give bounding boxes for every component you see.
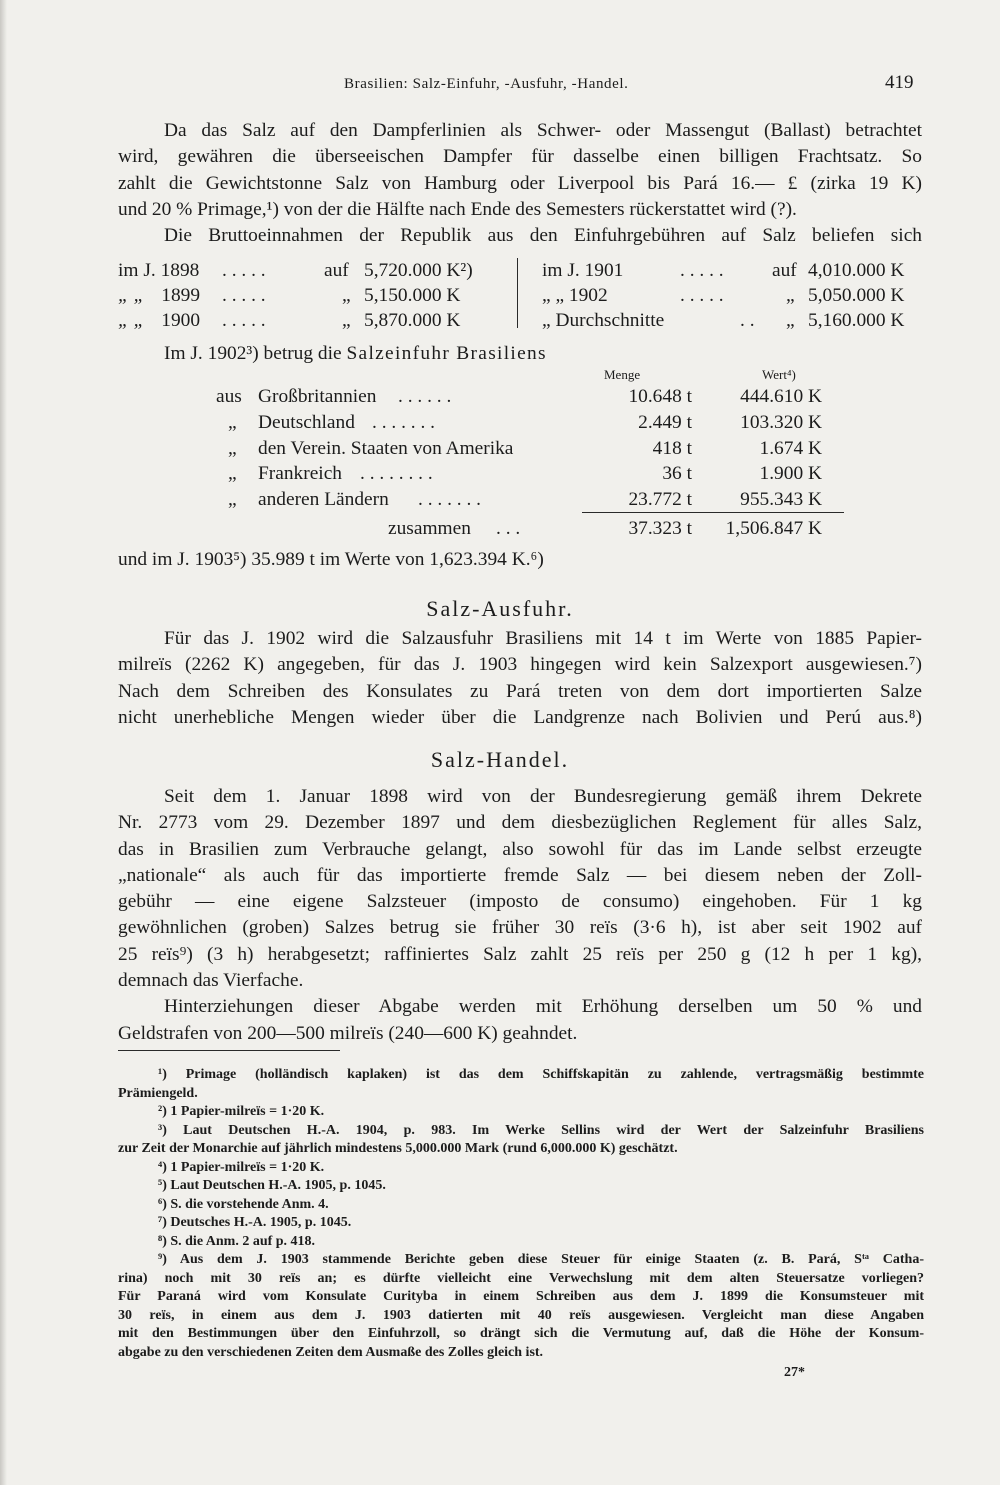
text-line: wird, gewähren die überseeischen Dampfer für dasselbe einen billigen Frachtsatz. So: [118, 146, 922, 168]
footnote: [118, 1233, 924, 1252]
import-leader: . . . . . .: [398, 386, 452, 407]
running-title: Brasilien: Salz-Einfuhr, -Ausfuhr, -Handel.: [344, 76, 629, 92]
text-line: Hinterziehungen dieser Abgabe werden mit Erhöhung derselben um 50 % und: [164, 996, 922, 1018]
revenue-amount: 5,150.000 K: [364, 285, 461, 306]
revenue-leader: . .: [740, 310, 755, 331]
total-value: 1,506.847 K: [725, 518, 822, 539]
total-label: zusammen: [388, 518, 471, 539]
text-line: „nationale“ als auch für das importierte fremde Salz — bei diesem neben der Zoll-: [118, 864, 922, 886]
revenue-year: 1899: [161, 285, 201, 306]
revenue-amount: 5,870.000 K: [364, 310, 461, 331]
import-value: 444.610 K: [740, 386, 822, 407]
revenue-leader: . . . . .: [680, 260, 724, 281]
footnote-line: zur Zeit der Monarchie auf jährlich mindestens 5,000.000 Mark (rund 6,000.000 K) geschätzt.: [118, 1141, 678, 1156]
trade-paragraph-1: [118, 784, 922, 1047]
total-qty: 37.323 t: [628, 518, 692, 539]
revenue-leader: . . . . .: [222, 310, 266, 331]
import-qty: 2.449 t: [638, 412, 692, 433]
text-line: das in Brasilien zum Verbrauche gelangt, also sowohl für das im Lande selbst erzeugte: [118, 838, 922, 860]
column-divider: [517, 258, 518, 328]
footnote-line: ²) 1 Papier-milreïs = 1·20 K.: [158, 1104, 325, 1119]
footnote-line: abgabe zu den verschiedenen Zeiten dem Ausmaße des Zolles gleich ist.: [118, 1344, 544, 1360]
text-line: Nach dem Schreiben des Konsulates zu Pará treten von dem dort importierten Salze: [118, 680, 922, 702]
revenue-year: 1898: [160, 260, 200, 281]
text-line: milreïs (2262 K) angegeben, für das J. 1903 hingegen wird kein Salzexport ausgewiesen.⁷): [118, 654, 922, 676]
import-country: Deutschland: [258, 412, 355, 433]
footnote-line: ⁹) Aus dem J. 1903 stammende Berichte geben diese Steuer für einige Staaten (z. B. Pará, Sᵗᵃ Catha-: [158, 1252, 924, 1267]
footnote-line: Für Paraná wird vom Konsulate Curityba in einem Schreiben aus dem J. 1899 die Konsumsteuer mit: [118, 1289, 924, 1304]
text-line: Da das Salz auf den Dampferlinien als Schwer- oder Massengut (Ballast) betrachtet: [164, 120, 922, 141]
import-qty: 23.772 t: [628, 489, 692, 510]
revenue-label: „ „ 1902: [542, 285, 608, 306]
revenue-word: „: [786, 285, 795, 306]
revenue-word: „: [342, 310, 351, 331]
signature-mark: 27*: [784, 1365, 805, 1380]
revenue-prefix: „ „: [118, 310, 145, 331]
revenue-leader: . . . . .: [222, 260, 266, 281]
footnote-line: ⁵) Laut Deutschen H.-A. 1905, p. 1045.: [158, 1178, 386, 1193]
revenue-leader: . . . . .: [222, 285, 266, 306]
footnote: [118, 1251, 924, 1362]
import-leader: . . . . . . .: [418, 489, 482, 510]
footnote-line: ⁴) 1 Papier-milreïs = 1·20 K.: [158, 1159, 325, 1175]
footnote-rule: [118, 1050, 340, 1051]
import-intro-a: Im J. 1902³) betrug die: [164, 343, 342, 364]
revenue-row: [118, 308, 200, 334]
import-country: den Verein. Staaten von Amerika: [258, 438, 514, 459]
import-leader: . . . . . . .: [372, 412, 436, 433]
footnote-line: ⁸) S. die Anm. 2 auf p. 418.: [158, 1233, 316, 1249]
import-intro: [164, 341, 547, 367]
revenue-word: auf: [324, 260, 349, 281]
revenue-amount: 5,050.000 K: [808, 285, 905, 306]
text-line: nicht unerhebliche Mengen wieder über die Landgrenze nach Bolivien und Perú aus.⁸): [118, 706, 922, 728]
import-value: 1.900 K: [759, 463, 822, 484]
sum-rule: [582, 512, 844, 513]
footnote: [118, 1066, 924, 1103]
import-qty: 10.648 t: [628, 386, 692, 407]
text-line: Nr. 2773 vom 29. Dezember 1897 und dem diesbezüglichen Reglement für alles Salz,: [118, 812, 922, 834]
intro-paragraph: [118, 118, 922, 249]
note-1903: und im J. 1903⁵) 35.989 t im Werte von 1,623.394 K.⁶): [118, 549, 544, 570]
column-header-menge: Menge: [604, 367, 641, 382]
page-number: 419: [885, 72, 914, 93]
footnote-line: ⁶) S. die vorstehende Anm. 4.: [158, 1196, 329, 1212]
footnote-line: Prämiengeld.: [118, 1085, 198, 1101]
text-line: Seit dem 1. Januar 1898 wird von der Bundesregierung gemäß ihrem Dekrete: [164, 786, 922, 807]
total-leader: . . .: [496, 518, 521, 539]
revenue-row: [118, 258, 199, 284]
footnote-line: ¹) Primage (holländisch kaplaken) ist das dem Schiffskapitän zu zahlende, vertragsmäßig bestimmte: [158, 1067, 924, 1082]
text-line: und 20 % Primage,¹) von der die Hälfte nach Ende des Semesters rückerstattet wird (?).: [118, 198, 797, 220]
import-value: 103.320 K: [740, 412, 822, 433]
import-value: 1.674 K: [759, 438, 822, 459]
revenue-prefix: „ „: [118, 285, 145, 306]
footnote-line: ³) Laut Deutschen H.-A. 1904, p. 983. Im Werke Sellins wird der Wert der Salzeinfuhr Brasiliens: [158, 1122, 924, 1138]
revenue-prefix: im J.: [118, 260, 156, 281]
revenue-word: „: [786, 310, 795, 331]
import-prefix: „: [228, 438, 237, 459]
text-line: gebühr — eine eigene Salzsteuer (imposto de consumo) eingehoben. Für 1 kg: [118, 891, 922, 913]
import-country: Frankreich: [258, 463, 342, 484]
import-country: anderen Ländern: [258, 489, 389, 510]
footnote: [118, 1196, 924, 1215]
text-line: gewöhnlichen (groben) Salzes betrug sie früher 30 reïs (3·6 h), ist aber seit 1902 auf: [118, 917, 922, 939]
import-prefix: „: [228, 463, 237, 484]
page-edge-shadow: [0, 0, 7, 1485]
footnotes: [118, 1066, 924, 1362]
import-qty: 36 t: [662, 463, 692, 484]
text-line: Geldstrafen von 200—500 milreïs (240—600 K) geahndet.: [118, 1022, 578, 1044]
text-line: 25 reïs⁹) (3 h) herabgesetzt; raffiniertes Salz zahlt 25 reïs per 250 g (12 h per 1 kg),: [118, 943, 922, 965]
footnote: [118, 1177, 924, 1196]
revenue-row: [118, 283, 200, 309]
revenue-intro: Die Bruttoeinnahmen der Republik aus den Einfuhrgebühren auf Salz beliefen sich: [164, 225, 922, 247]
revenue-amount: 5,160.000 K: [808, 310, 905, 331]
footnote: [118, 1159, 924, 1178]
column-header-wert: Wert⁴): [762, 367, 796, 382]
import-prefix: aus: [216, 386, 242, 407]
footnote-line: rina) noch mit 30 reïs an; es dürfte vielleicht eine Verwechslung mit dem alten Steuersatze vorliegen?: [118, 1270, 924, 1286]
export-paragraph: [118, 626, 922, 731]
text-line: zahlt die Gewichtstonne Salz von Hamburg oder Liverpool bis Pará 16.— £ (zirka 19 K): [118, 172, 922, 194]
section-heading-trade: Salz-Handel.: [430, 747, 570, 772]
import-qty: 418 t: [652, 438, 692, 459]
import-prefix: „: [228, 489, 237, 510]
import-leader: . . . . . . . .: [360, 463, 433, 484]
footnote-line: 30 reïs, in einem aus dem J. 1903 datierten mit 40 reïs ausgewiesen. Vergleicht man diese Angaben: [118, 1307, 924, 1323]
revenue-amount: 5,720.000 K²): [364, 260, 473, 281]
revenue-leader: . . . . .: [680, 285, 724, 306]
revenue-label: „ Durchschnitte: [542, 310, 665, 331]
text-line: Für das J. 1902 wird die Salzausfuhr Brasiliens mit 14 t im Werte von 1885 Papier-: [164, 628, 922, 649]
revenue-word: „: [342, 285, 351, 306]
import-country: Großbritannien: [258, 386, 377, 407]
footnote-line: mit den Bestimmungen über den Einfuhrzoll, so drängt sich die Vermutung auf, daß die Höhe der Konsum-: [118, 1326, 924, 1341]
footnote-line: ⁷) Deutsches H.-A. 1905, p. 1045.: [158, 1215, 352, 1230]
import-value: 955.343 K: [740, 489, 822, 510]
section-heading-export: Salz-Ausfuhr.: [426, 596, 574, 621]
footnote: [118, 1122, 924, 1159]
revenue-word: auf: [772, 260, 797, 281]
revenue-year: 1900: [161, 310, 201, 331]
footnote: [118, 1103, 924, 1122]
revenue-amount: 4,010.000 K: [808, 260, 905, 281]
revenue-label: im J. 1901: [542, 260, 624, 281]
import-prefix: „: [228, 412, 237, 433]
import-intro-b: Salzeinfuhr Brasiliens: [346, 343, 547, 364]
footnote: [118, 1214, 924, 1233]
text-line: demnach das Vierfache.: [118, 970, 304, 992]
